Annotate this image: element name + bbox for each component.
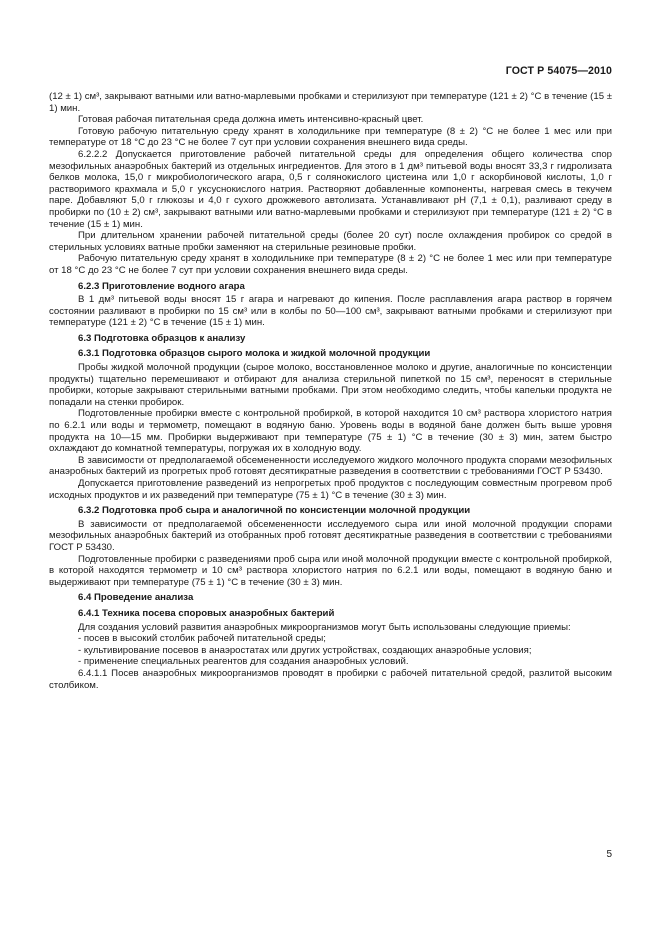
list-item-2: - культивирование посевов в анаэростатах или других устройствах, создающих анаэробные условия; [78, 644, 532, 656]
paragraph-12: Подготовленные пробирки вместе с контрольной пробиркой, в которой находится 10 см³ раствора хлористого натрия по 6.2.1 или воды и термометр, помещают в водяную баню. Уровень воды в водяной бане должен быть выше уровня продукта на 10—15 мм. Пробирки выдерживают при температуре (75 ± 1) °С в течение (30 ± 3) мин, затем быстро охлаждают до комнатной температуры, погружая их в холодную воду. [49, 408, 612, 455]
paragraph-6-2-2-2: 6.2.2.2 Допускается приготовление рабочей питательной среды для определения общего количества спор мезофильных анаэробных бактерий из отдельных ингредиентов. Для этого в 1 дм³ питьевой воды вносят 33,3 г гидролизата белков молока, 15,0 г микробиологического агара, 0,5 г солянокислого цистеина или 1,0 г аскорбиновой кислоты, 1,0 г растворимого крахмала и 5,0 г уксуснокислого натрия. Растворяют добавленные компоненты, нагревая смесь в текучем паре. Добавляют 5,0 г глюкозы и 4,0 г сухого дрожжевого автолизата. Устанавливают pH (7,1 ± 0,1), разливают среду в пробирки по (10 ± 2) см³, закрывают ватными или ватно-марлевыми пробками и стерилизуют при температуре (121 ± 2) °С в течение (15 ± 1) мин. [49, 148, 612, 230]
document-header: ГОСТ Р 54075—2010 [505, 65, 612, 77]
section-heading-6-3: 6.3 Подготовка образцов к анализу [78, 332, 246, 344]
paragraph-3: Готовую рабочую питательную среду хранят в холодильнике при температуре (8 ± 2) °С не более 1 мес или при температуре от 18 °С до 23 °С не более 7 сут при условии сохранения внешнего вида среды. [49, 125, 612, 149]
paragraph-2: Готовая рабочая питательная среда должна иметь интенсивно-красный цвет. [78, 114, 424, 126]
section-heading-6-3-2: 6.3.2 Подготовка проб сыра и аналогичной по консистенции молочной продукции [78, 505, 471, 517]
paragraph-16: В зависимости от предполагаемой обсемененности исследуемого сыра или иной молочной продукции спорами мезофильных анаэробных бактерий из отобранных проб готовят десятикратные разведения в соответствии с требованиями ГОСТ Р 53430. [49, 518, 612, 553]
paragraph-6: Рабочую питательную среду хранят в холодильнике при температуре (8 ± 2) °С не более 1 мес или при температуре от 18 °С до 23 °С не более 7 сут при условии сохранения внешнего вида среды. [49, 253, 612, 276]
list-item-3: - применение специальных реагентов для создания анаэробных условий. [78, 656, 409, 668]
paragraph-20: Для создания условий развития анаэробных микроорганизмов могут быть использованы следующие приемы: [78, 621, 571, 633]
paragraph-14: Допускается приготовление разведений из непрогретых проб продуктов с последующим совместным прогревом проб исходных продуктов и их разведений при температуре (75 ± 1) °С в течение (30 ± 3) мин. [49, 478, 612, 501]
list-item-1: - посев в высокий столбик рабочей питательной среды; [78, 633, 326, 645]
paragraph-13: В зависимости от предполагаемой обсемененности исследуемого жидкого молочного продукта спорами мезофильных анаэробных бактерий из прогретых проб готовят десятикратные разведения в соответствии с требованиями ГОСТ Р 53430. [49, 454, 612, 478]
paragraph-11: Пробы жидкой молочной продукции (сырое молоко, восстановленное молоко и другие, аналогичные по консистенции продукты) тщательно перемешивают и отбирают для анализа стерильной пипеткой по 15 см³, переносят в стерильные пробирки, которые закрывают стерильными ватными пробками. При этом необходимо следить, чтобы капельки продукта не попадали на стенки пробирок. [49, 362, 612, 408]
paragraph-8: В 1 дм³ питьевой воды вносят 15 г агара и нагревают до кипения. После расплавления агара раствор в горячем состоянии разливают в пробирки по 15 см³ или в колбы по 50—100 см³, закрывают ватными пробками и стерилизуют при температуре (121 ± 2) °С в течение (15 ± 1) мин. [49, 294, 612, 329]
section-heading-6-4-1: 6.4.1 Техника посева споровых анаэробных бактерий [78, 607, 335, 619]
document-page [49, 0, 612, 936]
document-body [49, 91, 612, 691]
paragraph-1: (12 ± 1) см³, закрывают ватными или ватно-марлевыми пробками и стерилизуют при температуре (121 ± 2) °С в течение (15 ± 1) мин. [49, 91, 612, 114]
paragraph-6-4-1-1: 6.4.1.1 Посев анаэробных микроорганизмов проводят в пробирки с рабочей питательной средой, разлитой высоким столбиком. [49, 667, 612, 691]
section-heading-6-3-1: 6.3.1 Подготовка образцов сырого молока и жидкой молочной продукции [78, 348, 431, 360]
paragraph-5: При длительном хранении рабочей питательной среды (более 20 сут) после охлаждения пробирок со средой в стерильных условиях ватные пробки заменяют на стерильные резиновые пробки. [49, 230, 612, 253]
page-number: 5 [606, 849, 612, 860]
section-heading-6-2-3: 6.2.3 Приготовление водного агара [78, 280, 245, 292]
paragraph-17: Подготовленные пробирки с разведениями проб сыра или иной молочной продукции вместе с контрольной пробиркой, в которой находятся термометр и 10 см³ раствора хлористого натрия по 6.2.1 или воды, помещают в водяную баню и выдерживают при температуре (75 ± 1) °С в течение (30 ± 3) мин. [49, 553, 612, 588]
section-heading-6-4: 6.4 Проведение анализа [78, 592, 194, 604]
